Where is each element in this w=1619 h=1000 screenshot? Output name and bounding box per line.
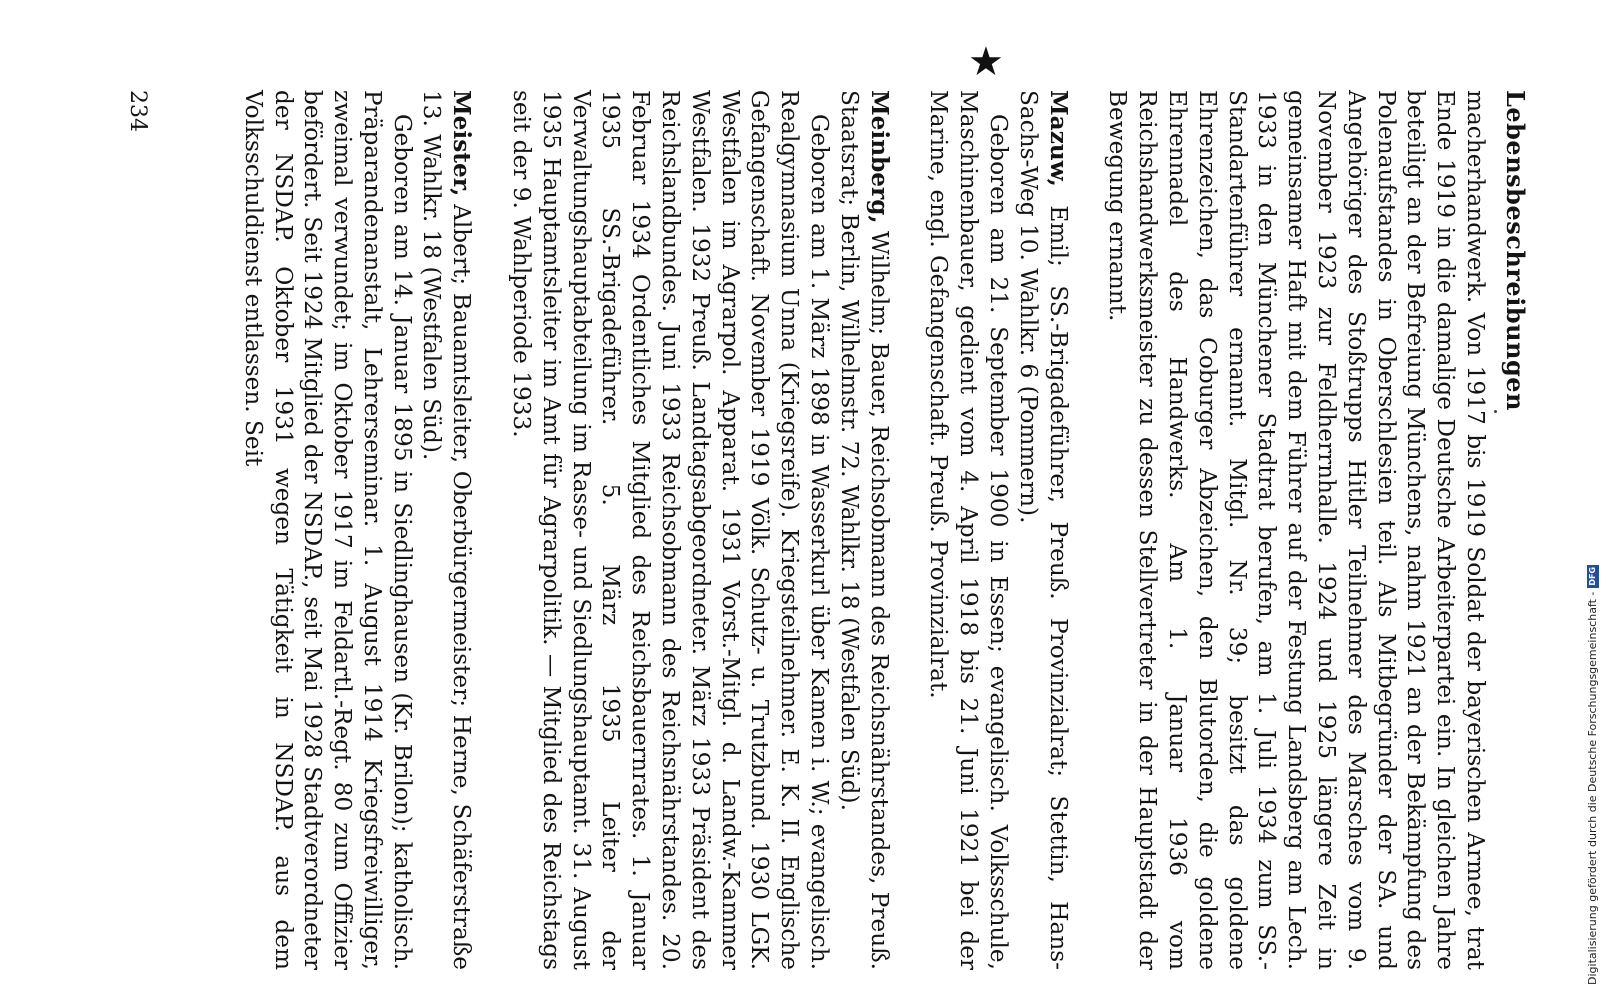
- entry-name: Meister,: [448, 90, 476, 197]
- entry-mazuw: [924, 90, 1073, 970]
- entry-name: Meinberg,: [865, 90, 893, 224]
- entry-heading-text: Albert; Bauamtsleiter, Oberbürgermeister; Herne, Schäferstraße 13. Wahlkr. 18 (Westfalen Süd).: [418, 90, 476, 970]
- running-head: Lebensbeschreibungen: [1501, 90, 1530, 411]
- entry-name: Mazuw,: [1044, 90, 1072, 187]
- entry-paragraph: Geboren am 1. März 1898 in Wasserkurl über Kamen i. W.; evangelisch. Realgymnasium Unna (Kriegsreife). Kriegsteilnehmer. E. K. II. Englische Gefangenschaft. November 1919 Völk. Schutz- u. Trutzbund. 1930 LGK. Westfalen im Agrarpol. Apparat. 1931 Vorst.-Mitgl. d. Landw.-Kammer Westfalen. 1932 Preuß. Landtagsabgeordneter. März 1933 Präsident des Reichslandbundes. Juni 1933 Reichsobmann des Reichsnährstandes. 20. Februar 1934 Ordentliches Mitglied des Reichsbauernrates. 1. Januar 1935 SS.-Brigadeführer. 5. März 1935 Leiter der Verwaltungshauptabteilung im Rasse- und Siedlungshauptamt. 31. August 1935 Hauptamtsleiter im Amt für Agrarpolitik. — Mitglied des Reichstags seit der 9. Wahlperiode 1933.: [508, 90, 834, 970]
- entry-paragraph: [834, 90, 894, 970]
- entry-heading-text: Emil; SS.-Brigadeführer, Preuß. Provinzialrat; Stettin, Hans-Sachs-Weg 10. Wahlkr. 6 (Pommern).: [1014, 90, 1072, 970]
- entry-paragraph: [1013, 90, 1073, 970]
- page-number: 234: [125, 90, 150, 132]
- entry-meinberg: [506, 90, 893, 970]
- entry-heading-text: Wilhelm; Bauer, Reichsobmann des Reichsnährstandes, Preuß. Staatsrat; Berlin, Wilhelmstr. 72. Wahlkr. 18 (Westfalen Süd).: [835, 90, 893, 970]
- entry-paragraph: macherhandwerk. Von 1917 bis 1919 Soldat der bayerischen Armee, trat Ende 1919 in die damalige Deutsche Arbeiterpartei ein. In gleichen Jahre beteiligt an der Befreiung Münchens, nahm 1921 an der Bekämpfung des Polenaufstandes in Oberschlesien teil. Als Mitbegründer der SA. und Angehöriger des Stoßtrupps Hitler Teilnehmer des Marsches vom 9. November 1923 zur Feldherrnhalle. 1924 und 1925 längere Zeit in gemeinsamer Haft mit dem Führer auf der Festung Landsberg am Lech. 1933 in den Münchener Stadtrat berufen, am 1. Juli 1934 zum SS.-Standartenführer ernannt. Mitgl. Nr. 39; besitzt das goldene Ehrenzeichen, das Coburger Abzeichen, den Blutorden, die goldene Ehrennadel des Handwerks. Am 1. Januar 1936 vom Reichshandwerksmeister zu dessen Stellvertreter in der Hauptstadt der Bewegung ernannt.: [1104, 90, 1489, 970]
- digitization-credit: [1586, 565, 1599, 985]
- entry-paragraph: Geboren am 21. September 1900 in Essen; evangelisch. Volksschule, Maschinenbauer, gedient vom 4. April 1918 bis 21. Juni 1921 bei der Marine, engl. Gefangenschaft. Preuß. Provinzialrat.: [925, 90, 1013, 970]
- dfg-logo-icon: DFG: [1587, 566, 1597, 586]
- speck-mark: [1494, 410, 1497, 413]
- text-column: [208, 90, 1490, 970]
- star-icon: ★: [968, 39, 1004, 85]
- entry-meister: [238, 90, 476, 970]
- credit-text: Digitalisierung gefördert durch die Deutsche Forschungsgemeinschaft -: [1586, 591, 1599, 985]
- rotated-page-content: [100, 90, 1530, 990]
- entry-continuation: [1103, 90, 1490, 970]
- entry-paragraph: [417, 90, 477, 970]
- entry-paragraph: Geboren am 14. Januar 1895 in Siedlinghausen (Kr. Brilon); katholisch. Präparandenanstalt, Lehrerseminar. 1. August 1914 Kriegsfreiwilliger, zweimal verwundet; im Oktober 1917 im Feldartl.-Regt. 80 zum Offizier befördert. Seit 1924 Mitglied der NSDAP., seit Mai 1928 Stadtverordneter der NSDAP. Oktober 1931 wegen Tätigkeit in NSDAP. aus dem Volksschuldienst entlassen. Seit: [239, 90, 416, 970]
